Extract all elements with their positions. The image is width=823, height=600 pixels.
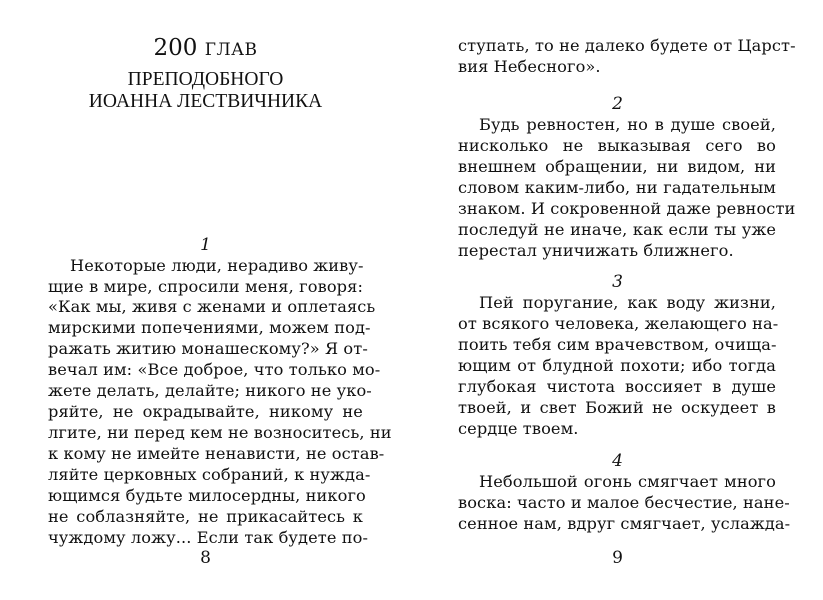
text-line: щие в мире, спросили меня, говоря: [48, 277, 363, 296]
text-line: Некоторые люди, нерадиво живу- [70, 256, 364, 275]
text-line: Будь ревностен, но в душе своей, [479, 115, 776, 134]
left-page [0, 0, 411, 600]
text-line: Небольшой огонь смягчает много [479, 472, 776, 491]
text-line: не соблазняйте, не прикасайтесь к [48, 507, 363, 526]
book-title-number [0, 34, 411, 64]
text-line: твоей, и свет Божий не оскудеет в [458, 398, 776, 417]
chapter-number-1: 1 [200, 235, 211, 255]
text-line: нисколько не выказывая сего во [458, 136, 776, 155]
text-line: сенное нам, вдруг смягчает, услажда- [458, 514, 791, 533]
text-line: перестал уничижать ближнего. [458, 241, 734, 260]
text-line: вечал им: «Все доброе, что только мо- [48, 360, 381, 379]
text-line: ляйте церковных собраний, к нужда- [48, 465, 371, 484]
page-number-left: 8 [200, 548, 211, 568]
text-line: жете делать, делайте; никого не уко- [48, 381, 372, 400]
text-line: ющимся будьте милосердны, никого [48, 486, 366, 505]
text-line: внешнем обращении, ни видом, ни [458, 157, 776, 176]
text-line: от всякого человека, желающего на- [458, 314, 779, 333]
right-page [412, 0, 823, 600]
text-line: последуй не иначе, как если ты уже [458, 220, 776, 239]
chapter-number-4: 4 [612, 451, 623, 471]
text-line: лгите, ни перед кем не возноситесь, ни [48, 423, 392, 442]
page-number-right: 9 [612, 548, 623, 568]
text-line: ряйте, не окрадывайте, никому не [48, 402, 363, 421]
chapter-number-2: 2 [612, 94, 623, 114]
text-line: ражать житию монашескому?» Я от- [48, 339, 368, 358]
text-line: сердце твоем. [458, 419, 579, 438]
text-line: знаком. И сокровенной даже ревности [458, 199, 796, 218]
text-line: воска: часто и малое бесчестие, нане- [458, 493, 790, 512]
text-line: словом каким-либо, ни гадательным [458, 178, 776, 197]
text-line: ющим от блудной похоти; ибо тогда [458, 356, 776, 375]
text-line: ступать, то не далеко будете от Царст- [458, 36, 796, 55]
text-line: «Как мы, живя с женами и оплетаясь [48, 297, 376, 316]
text-line: глубокая чистота воссияет в душе [458, 377, 776, 396]
text-line: Пей поругание, как воду жизни, [479, 293, 776, 312]
book-title-line-1: ПРЕПОДОБНОГО [127, 69, 284, 90]
text-line: поить тебя сим врачевством, очища- [458, 335, 777, 354]
chapter-number-3: 3 [612, 272, 623, 292]
book-title-line-2: ИОАННА ЛЕСТВИЧНИКА [88, 91, 323, 112]
title-word: ГЛАВ [204, 40, 258, 60]
text-line: к кому не имейте ненависти, не остав- [48, 444, 385, 463]
text-line: чуждому ложу... Если так будете по- [48, 528, 369, 547]
text-line: мирскими попечениями, можем под- [48, 318, 371, 337]
text-line: вия Небесного». [458, 57, 601, 76]
title-number: 200 [153, 35, 198, 61]
